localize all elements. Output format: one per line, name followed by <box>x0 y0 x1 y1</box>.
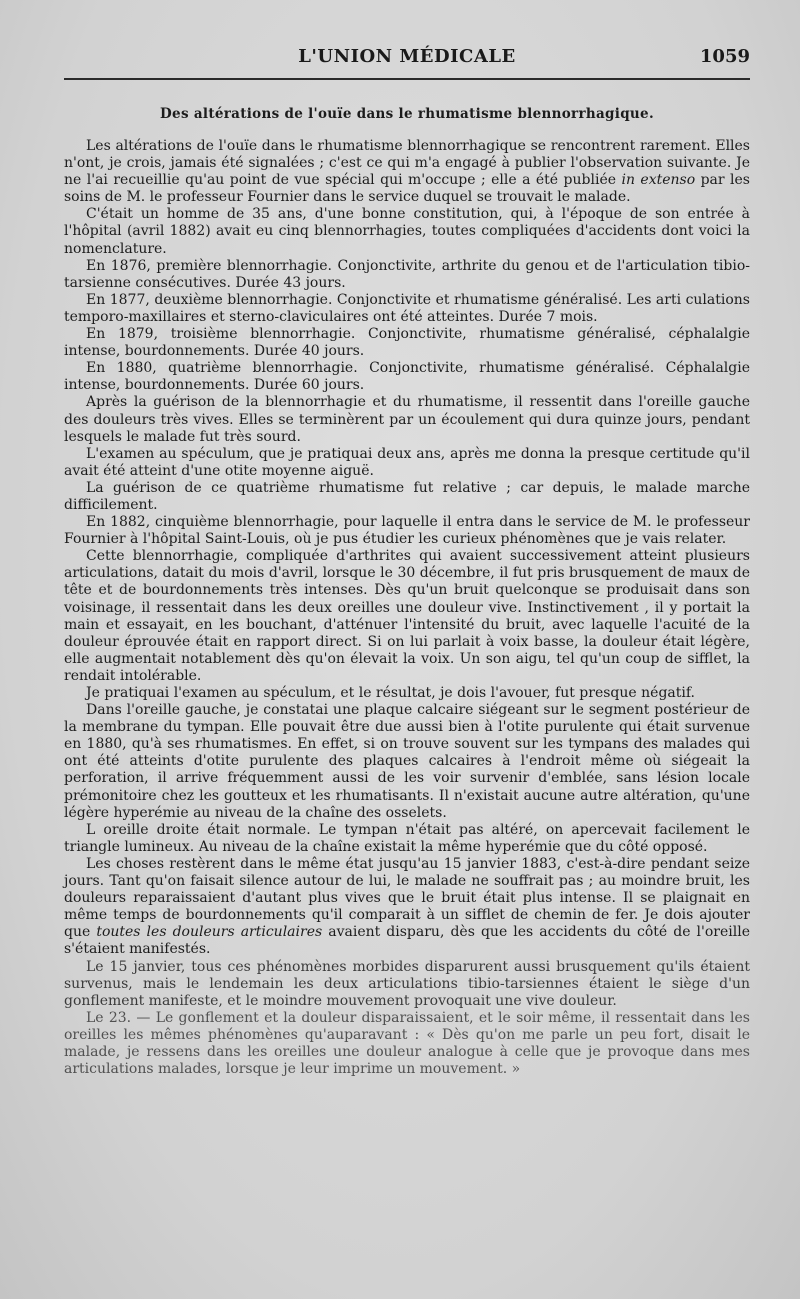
paragraph: Après la guérison de la blennorrhagie et du rhumatisme, il ressentit dans l'oreille gauche des douleurs très vives. Elles se terminèrent par un écoulement qui dura quinze jours, pendant lesquels le malade fut très sourd. <box>64 394 750 445</box>
paragraph: En 1877, deuxième blennorrhagie. Conjonctivite et rhumatisme généralisé. Les arti culations temporo-maxillaires et sterno-claviculaires ont été atteintes. Durée 7 mois. <box>64 291 750 325</box>
paragraph: Les altérations de l'ouïe dans le rhumatisme blennorrhagique se rencontrent rarement. Elles n'ont, je crois, jamais été signalées ; c'est ce qui m'a engagé à publier l'observation suivante. Je ne l'ai recueillie qu'au point de vue spécial qui m'occupe ; elle a été publiée in extenso par les soins de M. le professeur Fournier dans le service duquel se trouvait le malade. <box>64 138 750 206</box>
paragraph: C'était un homme de 35 ans, d'une bonne constitution, qui, à l'époque de son entrée à l'hôpital (avril 1882) avait eu cinq blennorrhagies, toutes compliquées d'accidents dont voici la nomenclature. <box>64 206 750 257</box>
paragraph: L'examen au spéculum, que je pratiquai deux ans, après me donna la presque certitude qu'il avait été atteint d'une otite moyenne aiguë. <box>64 445 750 479</box>
paragraph: En 1876, première blennorrhagie. Conjonctivite, arthrite du genou et de l'articulation tibio-tarsienne consécutives. Durée 43 jours. <box>64 257 750 291</box>
paragraph: En 1882, cinquième blennorrhagie, pour laquelle il entra dans le service de M. le professeur Fournier à l'hôpital Saint-Louis, où je pus étudier les curieux phénomènes que je vais relater. <box>64 514 750 548</box>
paragraph: En 1880, quatrième blennorrhagie. Conjonctivite, rhumatisme généralisé. Céphalalgie intense, bourdonnements. Durée 60 jours. <box>64 360 750 394</box>
paragraph: La guérison de ce quatrième rhumatisme fut relative ; car depuis, le malade marche difficilement. <box>64 479 750 513</box>
paragraph: Cette blennorrhagie, compliquée d'arthrites qui avaient successivement atteint plusieurs articulations, datait du mois d'avril, lorsque le 30 décembre, il fut pris brusquement de maux de tête et de bourdonnements très intenses. Dès qu'un bruit quelconque se produisait dans son voisinage, il ressentait dans les deux oreilles une douleur vive. Instinctivement , il y portait la main et essayait, en les bouchant, d'atténuer l'intensité du bruit, avec laquelle l'acuité de la douleur éprouvée était en rapport direct. Si on lui parlait à voix basse, la douleur était légère, elle augmentait notablement dès qu'on élevait la voix. Un son aigu, tel qu'un coup de sifflet, la rendait intolérable. <box>64 548 750 684</box>
paragraph: L oreille droite était normale. Le tympan n'était pas altéré, on apercevait facilement le triangle lumineux. Au niveau de la chaîne existait la même hyperémie que du côté opposé. <box>64 821 750 855</box>
article-title: Des altérations de l'ouïe dans le rhumatisme blennorrhagique. <box>160 106 654 122</box>
paragraph: Le 23. — Le gonflement et la douleur disparaissaient, et le soir même, il ressentait dans les oreilles les mêmes phénomènes qu'auparavant : « Dès qu'on me parle un peu fort, disait le malade, je ressens dans les oreilles une douleur analogue à celle que je provoque dans mes articulations malades, lorsque je leur imprime un mouvement. » <box>64 1009 750 1078</box>
journal-title: L'UNION MÉDICALE <box>298 46 516 67</box>
paragraph: En 1879, troisième blennorrhagie. Conjonctivite, rhumatisme généralisé, céphalalgie intense, bourdonnements. Durée 40 jours. <box>64 326 750 360</box>
italic-phrase: toutes les douleurs articulaires <box>96 924 323 941</box>
page-number: 1059 <box>699 46 750 67</box>
paragraph: Je pratiquai l'examen au spéculum, et le résultat, je dois l'avouer, fut presque négatif. <box>86 685 695 701</box>
article <box>64 106 750 1078</box>
paragraph: Les choses restèrent dans le même état jusqu'au 15 janvier 1883, c'est-à-dire pendant seize jours. Tant qu'on faisait silence autour de lui, le malade ne souffrait pas ; au moindre bruit, les douleurs reparaissaient d'autant plus vives que le bruit était plus intense. Il se plaignait en même temps de bourdonnements qu'il comparait à un sifflet de chemin de fer. Je dois ajouter que toutes les douleurs articulaires avaient disparu, dès que les accidents du côté de l'oreille s'étaient manifestés. <box>64 855 750 958</box>
paragraph: Dans l'oreille gauche, je constatai une plaque calcaire siégeant sur le segment postérieur de la membrane du tympan. Elle pouvait être due aussi bien à l'otite purulente qui était survenue en 1880, qu'à ses rhumatismes. En effet, si on trouve souvent sur les tympans des malades qui ont été atteints d'otite purulente des plaques calcaires à l'endroit même où siégeait la perforation, il arrive fréquemment aussi de les voir survenir d'emblée, sans lésion locale prémonitoire chez les goutteux et les rhumatisants. Il n'existait aucune autre altération, qu'une légère hyperémie au niveau de la chaîne des osselets. <box>64 702 750 821</box>
italic-phrase: in extenso <box>621 172 696 189</box>
header-rule <box>64 78 750 80</box>
paragraph: Le 15 janvier, tous ces phénomènes morbides disparurent aussi brusquement qu'ils étaient survenus, mais le lendemain les deux articulations tibio-tarsiennes étaient le siège d'un gonflement manifeste, et le moindre mouvement provoquait une vive douleur. <box>64 958 750 1009</box>
running-head <box>64 46 750 76</box>
